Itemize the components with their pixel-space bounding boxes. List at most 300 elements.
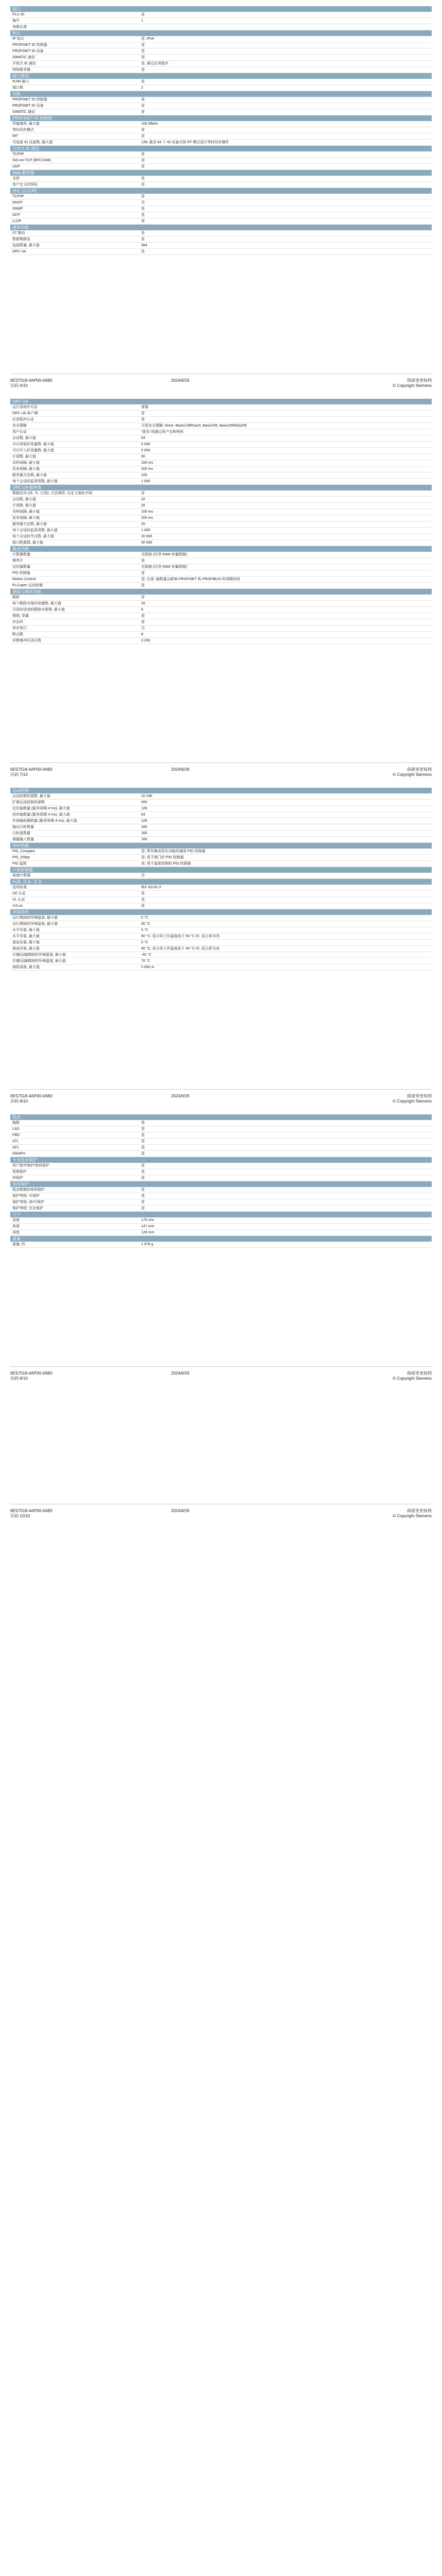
spec-row <box>10 824 432 831</box>
spec-label: cULus <box>12 904 23 908</box>
spec-value: 0 °C <box>141 916 148 920</box>
page-gap <box>10 255 432 374</box>
spec-row <box>10 140 432 146</box>
spec-row <box>10 964 432 971</box>
footer-company: 保留变更权利 <box>406 1509 432 1513</box>
spec-row <box>10 1242 432 1248</box>
section-header: 协议 <box>10 30 432 36</box>
spec-value: 是 <box>141 1127 145 1131</box>
spec-label: 块保护 <box>12 1176 23 1180</box>
spec-label: 保护等级: 读/写保护 <box>12 1200 44 1204</box>
spec-row <box>10 1193 432 1199</box>
spec-row <box>10 454 432 460</box>
spec-label: 等时同步模式 <box>12 128 34 132</box>
spec-value: 是 <box>141 412 145 415</box>
footer-rights <box>393 1094 432 1104</box>
spec-label: 宽度 <box>12 1218 20 1222</box>
spec-page <box>10 1108 432 1385</box>
spec-row <box>10 1126 432 1132</box>
spec-label: SCL <box>12 1146 20 1149</box>
spec-row <box>10 243 432 249</box>
spec-label: PLC-IO <box>12 13 25 16</box>
spec-value: 200 ms <box>141 516 153 520</box>
spec-value: 是 <box>141 207 145 211</box>
spec-label: 定位轴数量 (服务周期 4 ms), 最大值 <box>12 807 70 810</box>
spec-value: 100 ms <box>141 461 153 465</box>
section-header: 开放式 IE 通信 <box>10 146 432 151</box>
page-footer <box>10 762 432 782</box>
spec-value: 3 200 <box>141 639 150 642</box>
spec-value: 是 <box>141 13 145 16</box>
spec-row <box>10 812 432 818</box>
spec-row <box>10 230 432 236</box>
spec-value: 是 <box>141 80 145 83</box>
footer-page-number: 页码 6/10 <box>10 383 28 388</box>
spec-row <box>10 236 432 243</box>
spec-value: 5 000 <box>141 443 150 446</box>
spec-row <box>10 479 432 485</box>
footer-rights <box>393 767 432 777</box>
spec-label: OPC UA <box>12 250 26 253</box>
spec-value: 是 <box>141 159 145 162</box>
spec-value: 是; 用于阀门的 PID 控制器 <box>141 856 184 859</box>
spec-value: 是 <box>141 596 145 599</box>
spec-label: 支持 <box>12 177 20 180</box>
footer-rights <box>393 1371 432 1381</box>
spec-row <box>10 36 432 42</box>
spec-value: 是 <box>141 56 145 59</box>
spec-value: 40 °C; 显示屏工作温度高于 40 °C 时, 显示屏关闭 <box>141 947 219 951</box>
spec-label: LAD <box>12 1127 20 1131</box>
section-header: 重量 <box>10 1236 432 1242</box>
spec-value: 是; 注意: 轴数量会影响 PROFINET 和 PROFIBUS 的周期时间 <box>141 578 240 581</box>
spec-value: 是 <box>141 614 145 618</box>
spec-label: STL <box>12 1140 19 1143</box>
spec-value: 1 978 g <box>141 1243 154 1246</box>
page-gap <box>10 1248 432 1366</box>
spec-row <box>10 133 432 140</box>
spec-value: 是 <box>141 904 145 908</box>
section-header: Web 服务器 <box>10 170 432 176</box>
spec-row <box>10 404 432 411</box>
spec-row <box>10 448 432 454</box>
spec-label: IP 协议 <box>12 37 24 41</box>
section-header: 访问保护 <box>10 1181 432 1187</box>
spec-label: 会话数, 最大值 <box>12 498 36 501</box>
spec-label: 发布间隔, 最小值 <box>12 467 40 471</box>
spec-row <box>10 570 432 577</box>
spec-page <box>10 782 432 1108</box>
spec-label: 运动控制资源数, 最大值 <box>12 794 50 798</box>
spec-label: UDP <box>12 165 20 168</box>
spec-value: 384 <box>141 244 147 247</box>
spec-label: PROFINET IO 设备 <box>12 104 44 108</box>
spec-label: UL 认证 <box>12 898 25 902</box>
spec-row <box>10 855 432 861</box>
footer-page-number: 页码 7/10 <box>10 772 28 777</box>
spec-row <box>10 800 432 806</box>
footer-date: 2024/6/26 <box>171 767 190 772</box>
spec-row <box>10 818 432 824</box>
page-gap <box>10 1385 432 1504</box>
spec-value: 160 <box>141 832 147 835</box>
spec-label: Motion Control <box>12 578 36 581</box>
spec-label: LLDP <box>12 219 22 223</box>
footer-date: 2024/6/26 <box>171 1094 190 1098</box>
spec-value: 是 <box>141 128 145 132</box>
spec-label: 应用程序认证 <box>12 418 34 421</box>
spec-value: 是 <box>141 1121 145 1125</box>
spec-label: ISO-on-TCP (RFC1006) <box>12 159 51 162</box>
spec-row <box>10 509 432 515</box>
section-header: 专有技术保护 <box>10 1157 432 1163</box>
spec-row <box>10 1217 432 1224</box>
page-top-spacer <box>10 782 432 788</box>
spec-label: PROFINET IO 控制器 <box>12 43 47 47</box>
spec-label: DCP <box>12 213 20 217</box>
spec-value: 100 Mbit/s <box>141 122 158 126</box>
spec-value: 是 <box>141 49 145 53</box>
spec-row <box>10 411 432 417</box>
spec-row <box>10 940 432 946</box>
spec-label: 深度 <box>12 1231 20 1234</box>
page-top-spacer <box>10 0 432 6</box>
spec-row <box>10 1199 432 1206</box>
spec-value: "匿名"或通过用户名和密码 <box>141 430 183 434</box>
spec-row <box>10 613 432 619</box>
spec-value: 无限制 (仅受 RAM 容量限制) <box>141 553 188 556</box>
spec-label: 运行期间的环境温度, 最小值 <box>12 916 58 920</box>
spec-value: 是 <box>141 250 145 253</box>
spec-value: 是 <box>141 1146 145 1149</box>
spec-value: 是 <box>141 183 145 187</box>
footer-doc-id: 6ES7518-4AP00-0AB0 <box>10 1509 53 1513</box>
spec-page <box>10 393 432 782</box>
spec-label: 可以读取的变量数, 最大值 <box>12 443 54 446</box>
spec-label: 单步执行 <box>12 626 27 630</box>
section-header: 计数和测量 <box>10 867 432 873</box>
spec-row <box>10 632 432 638</box>
spec-label: 服务器方法数, 最大值 <box>12 473 47 477</box>
spec-label: 传输速率, 最大值 <box>12 122 40 126</box>
spec-value: 100 ms <box>141 510 153 514</box>
spec-label: 每个会话的监视项数, 最大值 <box>12 529 58 532</box>
spec-value: 无限制 (仅受 RAM 容量限制) <box>141 565 188 569</box>
spec-value: 0 °C <box>141 928 148 932</box>
spec-label: PLCopen 运动控制 <box>12 584 43 587</box>
spec-label: 运行系统许可证 <box>12 405 38 409</box>
spec-label: 跟踪 <box>12 596 20 599</box>
spec-label: 订阅数, 最大值 <box>12 504 36 507</box>
spec-label: FBD <box>12 1133 20 1137</box>
spec-value: 是, 通过应用程序 <box>141 62 168 65</box>
spec-value: 是 <box>141 1152 145 1156</box>
spec-value: 是 <box>141 219 145 223</box>
spec-value: 是 <box>141 1200 145 1204</box>
spec-row <box>10 121 432 127</box>
spec-row <box>10 952 432 958</box>
spec-label: 垂直安装, 最大值 <box>12 947 40 951</box>
spec-row <box>10 1163 432 1169</box>
spec-label: 诊断缓冲区条目数 <box>12 639 41 642</box>
spec-value: 是 <box>141 68 145 72</box>
page-footer <box>10 1366 432 1385</box>
spec-row <box>10 619 432 625</box>
spec-label: PROFINET IO 控制器 <box>12 98 47 101</box>
footer-doc-id: 6ES7518-4AP00-0AB0 <box>10 1371 53 1376</box>
spec-label: 用户定义的网站 <box>12 183 38 187</box>
footer-doc <box>10 1509 53 1519</box>
spec-label: 数据访问 (读, 写, 订阅), 方法调用, 自定义地址空间 <box>12 492 93 495</box>
spec-value: 否 <box>141 874 145 877</box>
spec-label: 输出凸轮数量 <box>12 825 34 829</box>
footer-page-number: 页码 9/10 <box>10 1376 28 1381</box>
spec-row <box>10 638 432 644</box>
spec-value: 是 <box>141 1164 145 1167</box>
spec-value: 128 <box>141 807 147 810</box>
spec-value <box>139 24 432 30</box>
spec-value: 是 <box>141 165 145 168</box>
spec-value: 16 <box>141 602 145 605</box>
spec-value: 是 <box>141 559 145 563</box>
spec-value: 64 <box>141 436 145 440</box>
spec-label: 连接数量, 最大值 <box>12 244 40 247</box>
spec-label: SIMATIC 通信 <box>12 110 35 114</box>
spec-value: 1 <box>141 19 143 23</box>
spec-value: IEC 61131-2 <box>141 886 161 889</box>
spec-label: 组态数据的密码保护 <box>12 1188 45 1192</box>
spec-label: 用户认证 <box>12 430 27 434</box>
footer-company: 保留变更权利 <box>406 378 432 383</box>
footer-doc-id: 6ES7518-4AP00-0AB0 <box>10 767 53 772</box>
spec-value: 是 <box>141 1170 145 1174</box>
spec-value: 50 <box>141 455 145 459</box>
spec-row <box>10 558 432 564</box>
spec-label: 可连接 IO 设备数, 最大值 <box>12 141 53 144</box>
footer-rights <box>393 1509 432 1519</box>
spec-row <box>10 67 432 73</box>
spec-value: 1 000 <box>141 529 150 532</box>
spec-value: 是 <box>141 892 145 895</box>
spec-label: 扩展运动控制资源数 <box>12 801 45 804</box>
spec-row <box>10 921 432 927</box>
spec-value: -40 °C <box>141 953 151 957</box>
spec-label: 计数器数量 <box>12 553 30 556</box>
spec-value: 是 <box>141 238 145 241</box>
spec-label: 数据集路由 <box>12 238 30 241</box>
spec-value: 0 °C <box>141 941 148 944</box>
page-top-spacer <box>10 393 432 399</box>
spec-row <box>10 1187 432 1193</box>
spec-row <box>10 249 432 255</box>
spec-row <box>10 435 432 442</box>
spec-value: 是 <box>141 98 145 101</box>
spec-label: 每个会话的节点数, 最大值 <box>12 535 54 538</box>
spec-row <box>10 601 432 607</box>
spec-row <box>10 61 432 67</box>
spec-label: 重量, 约 <box>12 1243 25 1246</box>
spec-label: GRAPH <box>12 1152 25 1156</box>
spec-row <box>10 1169 432 1175</box>
spec-label: 可以写入的变量数, 最大值 <box>12 449 54 452</box>
spec-label: 开放式 IE 通信 <box>12 62 36 65</box>
page-footer <box>10 1504 432 1523</box>
spec-row <box>10 12 432 18</box>
spec-row <box>10 528 432 534</box>
spec-row <box>10 1230 432 1236</box>
spec-row <box>10 897 432 903</box>
footer-page-number: 页码 8/10 <box>10 1099 28 1104</box>
spec-label: RJ45 插口 <box>12 80 29 83</box>
spec-row <box>10 158 432 164</box>
spec-label: 保护等级: 写保护 <box>12 1194 40 1198</box>
spec-row <box>10 934 432 940</box>
spec-row <box>10 55 432 61</box>
spec-value: 是 <box>141 620 145 624</box>
page-footer <box>10 1089 432 1108</box>
spec-label: 强制, 变量 <box>12 614 29 618</box>
spec-label: 垂直安装, 最小值 <box>12 941 40 944</box>
section-header: 集成功能 <box>10 546 432 552</box>
footer-doc <box>10 1371 53 1381</box>
spec-value: 是 <box>141 1194 145 1198</box>
spec-row <box>10 1120 432 1126</box>
spec-row <box>10 79 432 85</box>
spec-label: 凸轮盘数量 <box>12 832 30 835</box>
spec-row <box>10 552 432 558</box>
spec-label: 端口数 <box>12 86 23 90</box>
spec-label: 状态块 <box>12 620 23 624</box>
spec-label: IRT <box>12 134 19 138</box>
spec-label: 高速计数器 <box>12 874 30 877</box>
spec-value: 100 <box>141 473 147 477</box>
footer-copyright: © Copyright Siemens <box>393 383 432 388</box>
spec-label: 定时器数量 <box>12 565 30 569</box>
spec-value: 否 <box>141 201 145 205</box>
spec-label: 接口配置数, 最大值 <box>12 541 43 545</box>
spec-label: PID_3Step <box>12 856 30 859</box>
spec-row <box>10 534 432 540</box>
spec-page-last <box>10 1385 432 1523</box>
spec-label: TCP/IP <box>12 152 24 156</box>
spec-row <box>10 1206 432 1212</box>
section-header: 运动控制 <box>10 788 432 793</box>
section-header: 通讯功能 <box>10 225 432 230</box>
footer-date: 2024/6/26 <box>171 1509 190 1513</box>
spec-row <box>10 503 432 509</box>
spec-row <box>10 521 432 528</box>
spec-row <box>10 164 432 170</box>
footer-doc-id: 6ES7518-4AP00-0AB0 <box>10 1094 53 1098</box>
spec-row <box>10 806 432 812</box>
spec-value: 160 <box>141 825 147 829</box>
spec-label: 会话数, 最大值 <box>12 436 36 440</box>
spec-label: 水平安装, 最大值 <box>12 935 40 938</box>
spec-value: 是 <box>141 418 145 421</box>
spec-row <box>10 442 432 448</box>
spec-label: 运行期间的环境温度, 最大值 <box>12 922 58 926</box>
spec-row <box>10 583 432 589</box>
spec-row <box>10 891 432 897</box>
spec-value: 20 <box>141 504 145 507</box>
section-header: 闭环控制 <box>10 843 432 849</box>
spec-row <box>10 831 432 837</box>
spec-label: 每个会话的监视项数, 最大值 <box>12 480 58 483</box>
spec-row <box>10 85 432 91</box>
spec-row <box>10 861 432 867</box>
spec-value: 是 <box>141 1176 145 1180</box>
spec-row <box>10 176 432 182</box>
spec-row <box>10 793 432 800</box>
spec-value: 32 <box>141 498 145 501</box>
spec-row <box>10 200 432 206</box>
footer-doc <box>10 378 53 388</box>
footer-doc <box>10 767 53 777</box>
spec-row <box>10 103 432 109</box>
spec-row <box>10 42 432 48</box>
spec-label: 订阅数, 最大值 <box>12 455 36 459</box>
spec-value: 30 000 <box>141 541 152 545</box>
spec-value: 5 000 m <box>141 965 155 969</box>
spec-row <box>10 472 432 479</box>
spec-row <box>10 423 432 429</box>
spec-label: OPC UA 客户端 <box>12 412 38 415</box>
spec-value: 是, IPv4 <box>141 37 154 41</box>
spec-label: 外部编码器数量 (服务周期 4 ms), 最大值 <box>12 819 77 823</box>
page-gap <box>10 644 432 762</box>
spec-row <box>10 466 432 472</box>
spec-value: 147 mm <box>141 1225 155 1228</box>
spec-label: CE 认证 <box>12 892 26 895</box>
spec-value: 是 <box>141 152 145 156</box>
spec-label: 电缆长度 <box>12 25 27 29</box>
spec-row <box>10 577 432 583</box>
spec-row <box>10 194 432 200</box>
spec-value: 129 mm <box>141 1231 155 1234</box>
spec-row <box>10 218 432 225</box>
footer-copyright: © Copyright Siemens <box>393 1099 432 1104</box>
spec-value: 是 <box>141 104 145 108</box>
section-header: OPC UA <box>10 399 432 404</box>
spec-label: 海拔高度, 最大值 <box>12 965 40 969</box>
spec-value: 是 <box>141 177 145 180</box>
spec-value: 是 <box>141 110 145 114</box>
spec-row <box>10 607 432 613</box>
spec-row <box>10 460 432 466</box>
spec-value: 5 000 <box>141 449 150 452</box>
spec-row <box>10 885 432 891</box>
spec-value: 是 <box>141 1207 145 1210</box>
spec-value: 160 <box>141 838 147 841</box>
spec-row <box>10 18 432 24</box>
spec-value: 是 <box>141 571 145 575</box>
spec-value: 是 <box>141 492 145 495</box>
spec-page <box>10 0 432 393</box>
spec-row <box>10 564 432 570</box>
spec-value: 200 ms <box>141 467 153 471</box>
spec-row <box>10 127 432 133</box>
page-top-spacer <box>10 1108 432 1114</box>
spec-row <box>10 927 432 934</box>
section-header: 协议 (以太网) <box>10 188 432 194</box>
spec-row <box>10 958 432 964</box>
footer-company: 保留变更权利 <box>406 1094 432 1098</box>
page-gap <box>10 971 432 1089</box>
spec-label: DHCP <box>12 201 23 205</box>
spec-value: 是; 用于温度控制的 PID 控制器 <box>141 862 191 866</box>
spec-value: 20 <box>141 522 145 526</box>
section-header: 接口 <box>10 6 432 12</box>
